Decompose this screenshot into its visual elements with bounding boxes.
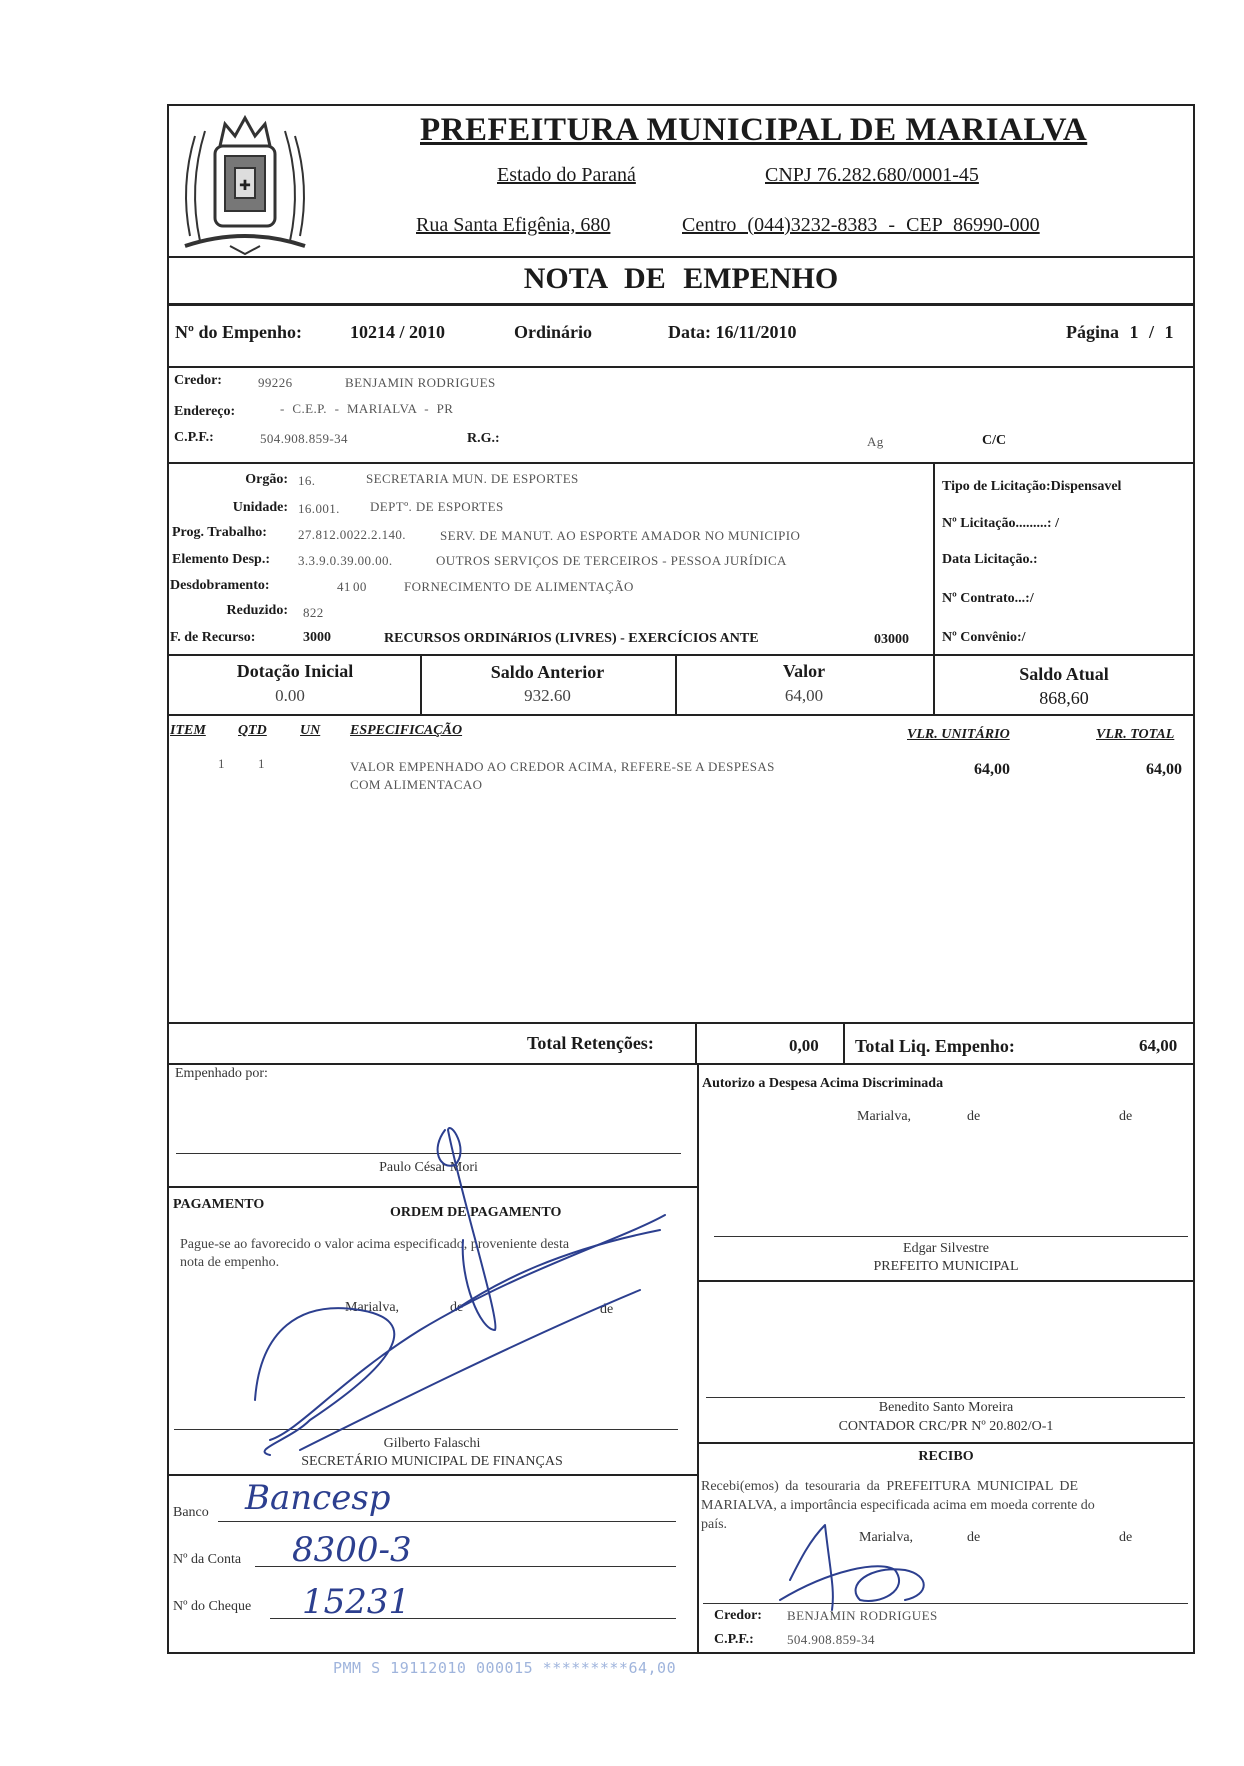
reduzido-label: Reduzido: (226, 603, 288, 618)
col-valor-total: VLR. TOTAL (1096, 727, 1175, 742)
authentication-stamp: PMM S 19112010 000015 *********64,00 (333, 1659, 677, 1677)
dotacao-value: 0.00 (275, 686, 305, 705)
numero-contrato: Nº Contrato...:/ (942, 591, 1034, 606)
recibo-credor-label: Credor: (714, 1608, 762, 1623)
unidade-label: Unidade: (232, 500, 288, 515)
col-un: UN (300, 723, 321, 738)
contador-name: Benedito Santo Moreira (878, 1400, 1014, 1415)
recibo-place: Marialva, (859, 1530, 914, 1545)
ag-label: Ag (867, 434, 884, 449)
recibo-text-line2: MARIALVA, a importância especificada acima em moeda corrente do (701, 1498, 1095, 1513)
endereco-label: Endereço: (174, 404, 236, 419)
desdobramento-label: Desdobramento: (170, 578, 270, 593)
saldo-anterior-value: 932.60 (524, 686, 571, 705)
reduzido-code: 822 (303, 605, 324, 620)
dotacao-label: Dotação Inicial (236, 661, 354, 681)
empenho-number: 10214 / 2010 (350, 322, 446, 342)
recibo-text-line1: Recebi(emos) da tesouraria da PREFEITURA MUNICIPAL DE (701, 1479, 1079, 1494)
prefeito-role: PREFEITO MUNICIPAL (873, 1259, 1019, 1274)
liquido-value: 64,00 (1139, 1036, 1178, 1055)
row-unit-value: 64,00 (974, 761, 1010, 778)
saldo-atual-label: Saldo Atual (1019, 664, 1109, 684)
autorizo-de2: de (1119, 1109, 1133, 1124)
conta-label: Nº da Conta (173, 1552, 242, 1567)
secretario-role: SECRETÁRIO MUNICIPAL DE FINANÇAS (301, 1454, 563, 1469)
empenho-date: Data: 16/11/2010 (668, 322, 797, 342)
recibo-cpf-label: C.P.F.: (714, 1632, 754, 1647)
numero-licitacao: Nº Licitação.........: / (942, 516, 1059, 531)
credor-name: BENJAMIN RODRIGUES (345, 375, 496, 390)
banco-handwritten: Bancesp (245, 1478, 391, 1518)
autorizo-de1: de (967, 1109, 981, 1124)
col-especificacao: ESPECIFICAÇÃO (350, 723, 463, 738)
tipo-licitacao: Tipo de Licitação:Dispensavel (942, 479, 1122, 494)
header-street: Rua Santa Efigênia, 680 (416, 214, 611, 236)
col-qtd: QTD (238, 723, 267, 738)
recibo-cpf-value: 504.908.859-34 (787, 1632, 875, 1647)
orgao-text: SECRETARIA MUN. DE ESPORTES (366, 471, 579, 486)
svg-text:✚: ✚ (239, 179, 251, 194)
pagamento-label: PAGAMENTO (173, 1197, 265, 1212)
row-total-value: 64,00 (1146, 761, 1182, 778)
pagamento-de2: de (600, 1302, 614, 1317)
rg-label: R.G.: (467, 431, 500, 446)
autorizo-label: Autorizo a Despesa Acima Discriminada (702, 1076, 944, 1091)
header-state: Estado do Paraná (497, 164, 636, 186)
pagamento-text-line1: Pague-se ao favorecido o valor acima especificado, proveniente desta (180, 1237, 570, 1252)
header-cnpj: CNPJ 76.282.680/0001-45 (765, 164, 979, 186)
prog-text: SERV. DE MANUT. AO ESPORTE AMADOR NO MUNICIPIO (440, 528, 801, 543)
elemento-text: OUTROS SERVIÇOS DE TERCEIROS - PESSOA JURÍDICA (436, 553, 787, 568)
recibo-de2: de (1119, 1530, 1133, 1545)
col-item: ITEM (170, 723, 206, 738)
numero-convenio: Nº Convênio:/ (942, 630, 1026, 645)
recibo-de1: de (967, 1530, 981, 1545)
prefeito-name: Edgar Silvestre (903, 1241, 989, 1256)
data-licitacao: Data Licitação.: (942, 552, 1038, 567)
credor-label: Credor: (174, 373, 222, 388)
empenhado-name: Paulo César Mori (379, 1160, 478, 1175)
cheque-handwritten: 15231 (302, 1582, 411, 1622)
elemento-code: 3.3.9.0.39.00.00. (298, 553, 393, 568)
empenhado-label: Empenhado por: (175, 1066, 268, 1081)
pagamento-place: Marialva, (345, 1300, 400, 1315)
unidade-text: DEPTº. DE ESPORTES (370, 499, 504, 514)
saldo-atual-value: 868,60 (1039, 688, 1089, 708)
recibo-credor-name: BENJAMIN RODRIGUES (787, 1608, 938, 1623)
saldo-anterior-label: Saldo Anterior (490, 662, 605, 682)
desdobramento-code: 41 (337, 579, 351, 594)
header-title: PREFEITURA MUNICIPAL DE MARIALVA (420, 112, 1088, 148)
col-valor-unitario: VLR. UNITÁRIO (907, 727, 1010, 742)
row-espec-line1: VALOR EMPENHADO AO CREDOR ACIMA, REFERE-SE A DESPESAS (350, 759, 775, 774)
retencoes-label: Total Retenções: (527, 1033, 654, 1053)
contador-role: CONTADOR CRC/PR Nº 20.802/O-1 (838, 1419, 1054, 1434)
secretario-name: Gilberto Falaschi (383, 1436, 481, 1451)
desdobramento-text: FORNECIMENTO DE ALIMENTAÇÃO (404, 579, 634, 594)
orgao-code: 16. (298, 473, 316, 488)
cc-label: C/C (982, 433, 1007, 448)
pagamento-de1: de (450, 1300, 464, 1315)
liquido-label: Total Liq. Empenho: (855, 1036, 1015, 1056)
row-qtd: 1 (258, 756, 265, 771)
page-number: Página 1 / 1 (1066, 322, 1174, 342)
valor-label: Valor (782, 661, 826, 681)
row-espec-line2: COM ALIMENTACAO (350, 777, 483, 792)
empenho-label: Nº do Empenho: (175, 322, 302, 342)
ordem-pagamento-label: ORDEM DE PAGAMENTO (390, 1205, 562, 1220)
valor-value: 64,00 (784, 686, 824, 705)
recibo-title: RECIBO (918, 1449, 974, 1464)
row-item: 1 (218, 756, 225, 771)
desdobramento-sub-code: 00 (353, 579, 367, 594)
prog-label: Prog. Trabalho: (172, 525, 267, 540)
fonte-label: F. de Recurso: (170, 630, 256, 645)
fonte-number: 03000 (874, 632, 909, 647)
credor-code: 99226 (258, 375, 293, 390)
pagamento-text-line2: nota de empenho. (180, 1255, 280, 1270)
cpf-label: C.P.F.: (174, 430, 214, 445)
orgao-label: Orgão: (245, 472, 288, 487)
endereco-value: - C.E.P. - MARIALVA - PR (280, 401, 454, 416)
conta-handwritten: 8300-3 (292, 1530, 412, 1570)
cpf-value: 504.908.859-34 (260, 431, 348, 446)
signature-gilberto (255, 1128, 665, 1455)
empenho-type: Ordinário (514, 322, 593, 342)
elemento-label: Elemento Desp.: (172, 552, 270, 567)
recibo-text-line3: país. (701, 1517, 728, 1532)
unidade-code: 16.001. (298, 501, 340, 516)
signature-benjamin (780, 1525, 924, 1610)
header-contact: Centro (044)3232-8383 - CEP 86990-000 (682, 214, 1040, 236)
fonte-text: RECURSOS ORDINáRIOS (LIVRES) - EXERCÍCIOS ANTE (384, 631, 759, 646)
banco-label: Banco (173, 1505, 209, 1520)
cheque-label: Nº do Cheque (173, 1599, 252, 1614)
retencoes-value: 0,00 (789, 1036, 819, 1055)
autorizo-place: Marialva, (857, 1109, 912, 1124)
doc-title: NOTA DE EMPENHO (523, 262, 839, 295)
fonte-code: 3000 (303, 630, 331, 645)
prog-code: 27.812.0022.2.140. (298, 527, 406, 542)
